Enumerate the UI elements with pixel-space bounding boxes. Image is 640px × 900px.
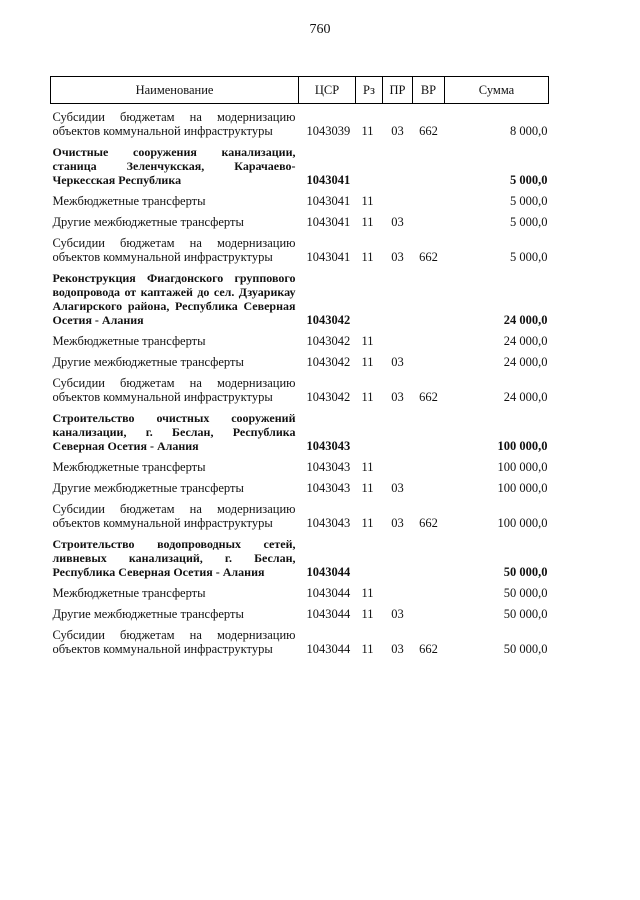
- cell-sum: 5 000,0: [510, 250, 548, 264]
- cell-pr: [383, 580, 413, 601]
- cell-rz: [356, 139, 383, 188]
- cell-vr: [413, 349, 445, 370]
- cell-vr: [413, 328, 445, 349]
- cell-pr: [383, 405, 413, 454]
- cell-name: [51, 104, 299, 140]
- cell-sum: 100 000,0: [497, 439, 548, 453]
- cell-name: [51, 349, 299, 370]
- cell-rz: [356, 265, 383, 328]
- row-name: Реконструкция Фиагдонского группового водопровода от каптажей до сел. Дзуарикау Алагирского района, Республика Северная Осетия - Алания: [52, 271, 296, 327]
- cell-rz: 11: [361, 642, 374, 656]
- cell-vr: 662: [419, 516, 438, 530]
- cell-csr: 1043042: [306, 390, 351, 404]
- budget-table: [50, 76, 549, 657]
- cell-name: [51, 496, 299, 531]
- cell-pr: 03: [391, 481, 404, 495]
- cell-csr: 1043043: [306, 460, 351, 474]
- cell-name: [51, 188, 299, 209]
- cell-rz: 11: [361, 390, 374, 404]
- table-row: [51, 531, 549, 580]
- page-number: 760: [309, 22, 331, 37]
- cell-csr: 1043044: [306, 565, 351, 579]
- header-pr: ПР: [383, 77, 413, 104]
- cell-rz: 11: [361, 586, 374, 600]
- cell-rz: [356, 531, 383, 580]
- cell-pr: 03: [391, 390, 404, 404]
- cell-pr: 03: [391, 124, 404, 138]
- row-name: Межбюджетные трансферты: [52, 460, 206, 474]
- row-name: Другие межбюджетные трансферты: [52, 215, 244, 229]
- cell-vr: [413, 188, 445, 209]
- table-row: [51, 454, 549, 475]
- table-row: [51, 622, 549, 657]
- cell-sum: 8 000,0: [510, 124, 548, 138]
- cell-name: [51, 370, 299, 405]
- cell-sum: 50 000,0: [503, 586, 548, 600]
- table-row: [51, 104, 549, 140]
- table-row: [51, 370, 549, 405]
- cell-sum: 24 000,0: [503, 390, 548, 404]
- cell-vr: [413, 454, 445, 475]
- table-row: [51, 349, 549, 370]
- cell-csr: 1043042: [306, 313, 351, 327]
- cell-csr: 1043044: [306, 607, 351, 621]
- cell-sum: 50 000,0: [503, 607, 548, 621]
- cell-csr: 1043043: [306, 439, 351, 453]
- row-name: Межбюджетные трансферты: [52, 334, 206, 348]
- cell-rz: 11: [361, 215, 374, 229]
- cell-name: [51, 475, 299, 496]
- table-row: [51, 601, 549, 622]
- cell-rz: 11: [361, 607, 374, 621]
- row-name: Субсидии бюджетам на модернизацию объектов коммунальной инфраструктуры: [52, 110, 296, 138]
- cell-rz: [356, 405, 383, 454]
- cell-name: [51, 265, 299, 328]
- table-row: [51, 580, 549, 601]
- table-row: [51, 209, 549, 230]
- row-name: Субсидии бюджетам на модернизацию объектов коммунальной инфраструктуры: [52, 236, 296, 264]
- cell-csr: 1043044: [306, 642, 351, 656]
- row-name: Межбюджетные трансферты: [52, 194, 206, 208]
- header-csr: ЦСР: [299, 77, 356, 104]
- cell-sum: 5 000,0: [510, 194, 548, 208]
- table-row: [51, 475, 549, 496]
- cell-pr: 03: [391, 250, 404, 264]
- cell-rz: 11: [361, 481, 374, 495]
- cell-csr: 1043043: [306, 516, 351, 530]
- header-sum: Сумма: [445, 77, 549, 104]
- cell-pr: [383, 531, 413, 580]
- row-name: Другие межбюджетные трансферты: [52, 355, 244, 369]
- cell-vr: [413, 209, 445, 230]
- cell-name: [51, 580, 299, 601]
- table-row: [51, 328, 549, 349]
- cell-vr: [413, 475, 445, 496]
- table-row: [51, 496, 549, 531]
- cell-sum: 100 000,0: [497, 516, 548, 530]
- cell-vr: 662: [419, 124, 438, 138]
- cell-rz: 11: [361, 124, 374, 138]
- row-name: Субсидии бюджетам на модернизацию объектов коммунальной инфраструктуры: [52, 376, 296, 404]
- cell-name: [51, 139, 299, 188]
- cell-sum: 100 000,0: [497, 481, 548, 495]
- table-row: [51, 230, 549, 265]
- cell-csr: 1043039: [306, 124, 351, 138]
- cell-sum: 5 000,0: [510, 215, 548, 229]
- header-rz: Рз: [356, 77, 383, 104]
- cell-pr: 03: [391, 516, 404, 530]
- cell-pr: [383, 265, 413, 328]
- cell-sum: 24 000,0: [503, 355, 548, 369]
- header-name: Наименование: [51, 77, 299, 104]
- cell-sum: 100 000,0: [497, 460, 548, 474]
- cell-name: [51, 230, 299, 265]
- cell-vr: [413, 580, 445, 601]
- cell-pr: 03: [391, 355, 404, 369]
- cell-pr: [383, 328, 413, 349]
- row-name: Субсидии бюджетам на модернизацию объектов коммунальной инфраструктуры: [52, 502, 296, 530]
- table-row: [51, 265, 549, 328]
- cell-name: [51, 601, 299, 622]
- table-body: [51, 104, 549, 658]
- row-name: Межбюджетные трансферты: [52, 586, 206, 600]
- table-header-row: [51, 77, 549, 104]
- cell-rz: 11: [361, 355, 374, 369]
- cell-pr: 03: [391, 642, 404, 656]
- table-row: [51, 139, 549, 188]
- cell-csr: 1043041: [306, 215, 351, 229]
- cell-name: [51, 531, 299, 580]
- cell-sum: 50 000,0: [503, 565, 548, 579]
- cell-rz: 11: [361, 250, 374, 264]
- cell-pr: 03: [391, 607, 404, 621]
- table-row: [51, 405, 549, 454]
- cell-sum: 50 000,0: [503, 642, 548, 656]
- cell-vr: [413, 601, 445, 622]
- cell-csr: 1043041: [306, 173, 351, 187]
- cell-pr: [383, 139, 413, 188]
- header-vr: ВР: [413, 77, 445, 104]
- row-name: Другие межбюджетные трансферты: [52, 607, 244, 621]
- cell-vr: 662: [419, 642, 438, 656]
- cell-csr: 1043044: [306, 586, 351, 600]
- cell-rz: 11: [361, 334, 374, 348]
- cell-name: [51, 405, 299, 454]
- cell-vr: [413, 265, 445, 328]
- cell-sum: 5 000,0: [510, 173, 548, 187]
- cell-csr: 1043042: [306, 355, 351, 369]
- cell-csr: 1043042: [306, 334, 351, 348]
- cell-name: [51, 328, 299, 349]
- cell-vr: 662: [419, 390, 438, 404]
- cell-pr: 03: [391, 215, 404, 229]
- cell-vr: [413, 405, 445, 454]
- cell-vr: [413, 531, 445, 580]
- cell-rz: 11: [361, 460, 374, 474]
- cell-pr: [383, 188, 413, 209]
- cell-pr: [383, 454, 413, 475]
- cell-vr: [413, 139, 445, 188]
- cell-csr: 1043041: [306, 194, 351, 208]
- row-name: Строительство водопроводных сетей, ливневых канализаций, г. Беслан, Республика Северная Осетия - Алания: [52, 537, 296, 579]
- cell-name: [51, 622, 299, 657]
- cell-csr: 1043043: [306, 481, 351, 495]
- row-name: Другие межбюджетные трансферты: [52, 481, 244, 495]
- cell-name: [51, 454, 299, 475]
- row-name: Строительство очистных сооружений канализации, г. Беслан, Республика Северная Осетия - Алания: [52, 411, 296, 453]
- row-name: Субсидии бюджетам на модернизацию объектов коммунальной инфраструктуры: [52, 628, 296, 656]
- cell-sum: 24 000,0: [503, 334, 548, 348]
- cell-vr: 662: [419, 250, 438, 264]
- table-row: [51, 188, 549, 209]
- cell-rz: 11: [361, 194, 374, 208]
- row-name: Очистные сооружения канализации, станица Зеленчукская, Карачаево-Черкесская Республика: [52, 145, 296, 187]
- cell-csr: 1043041: [306, 250, 351, 264]
- cell-rz: 11: [361, 516, 374, 530]
- cell-name: [51, 209, 299, 230]
- cell-sum: 24 000,0: [503, 313, 548, 327]
